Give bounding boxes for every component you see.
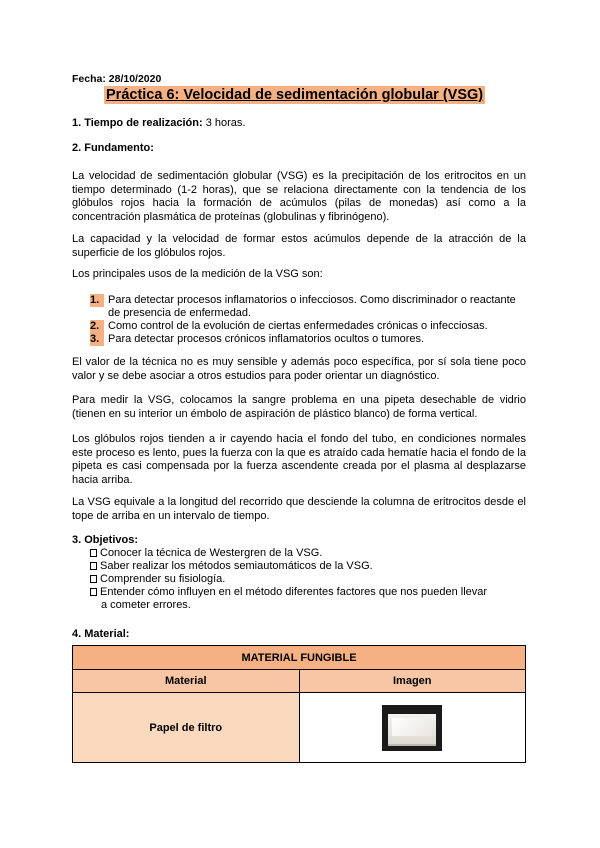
section-time-value: 3 horas. — [205, 117, 246, 129]
objective-item-1 — [90, 547, 322, 561]
uses-list-item-2 — [90, 320, 530, 333]
objective-item-2 — [90, 560, 373, 574]
material-table — [72, 645, 526, 763]
list-number: 1. — [90, 294, 104, 307]
section-objetivos-heading: 3. Objetivos: — [72, 534, 139, 546]
objective-text: Comprender su fisiología. — [100, 573, 226, 585]
uses-list-item-3 — [90, 333, 530, 346]
checkbox-icon — [90, 588, 97, 596]
table-cell-material: Papel de filtro — [73, 693, 300, 763]
table-title: MATERIAL FUNGIBLE — [73, 646, 526, 670]
fundamento-paragraph-2: La capacidad y la velocidad de formar estos acúmulos depende de la atracción de la superficie de los glóbulos rojos. — [72, 233, 526, 259]
table-cell-image — [299, 693, 526, 763]
section-time-heading: 1. Tiempo de realización: — [72, 117, 203, 129]
filter-paper-sheet — [388, 714, 436, 744]
list-text: Para detectar procesos inflamatorios o infecciosos. Como discriminador o reactante — [108, 294, 516, 306]
checkbox-icon — [90, 562, 97, 570]
fundamento-paragraph-1: La velocidad de sedimentación globular (VSG) es la precipitación de los eritrocitos en un tiempo determinado (1-2 horas), que se relaciona directamente con la tendencia de los glóbulos rojos hacia la formación de acúmulos (pilas de monedas) así como a la concentración plasmática de proteínas (globulinas y fibrinógeno). — [72, 170, 526, 223]
list-number: 2. — [90, 320, 104, 333]
column-header-imagen: Imagen — [299, 670, 526, 693]
objective-item-4 — [90, 586, 487, 600]
fundamento-paragraph-4: El valor de la técnica no es muy sensible y además poco específica, por sí sola tiene poco valor y se debe asociar a otros estudios para poder orientar un diagnóstico. — [72, 356, 526, 382]
document-title: Práctica 6: Velocidad de sedimentación globular (VSG) — [106, 87, 484, 103]
filter-paper-image — [382, 705, 442, 751]
column-header-material: Material — [73, 670, 300, 693]
checkbox-icon — [90, 575, 97, 583]
objective-text: Entender cómo influyen en el método diferentes factores que nos pueden llevar — [100, 586, 488, 598]
fundamento-paragraph-7: La VSG equivale a la longitud del recorrido que desciende la columna de eritrocitos desde el tope de arriba en un intervalo de tiempo. — [72, 496, 526, 522]
uses-list-item-1 — [90, 294, 530, 321]
fundamento-paragraph-3: Los principales usos de la medición de la VSG son: — [72, 268, 323, 280]
objective-item-4-continued: a cometer errores. — [101, 599, 191, 611]
document-date: Fecha: 28/10/2020 — [72, 73, 162, 85]
checkbox-icon — [90, 549, 97, 557]
fundamento-paragraph-5: Para medir la VSG, colocamos la sangre problema en una pipeta desechable de vidrio (tienen en su interior un émbolo de aspiración de plástico blanco) de forma vertical. — [72, 394, 526, 420]
list-text-continued: de presencia de enfermedad. — [108, 307, 252, 320]
section-fundamento-heading: 2. Fundamento: — [72, 142, 154, 154]
section-time — [72, 117, 245, 129]
list-text: Para detectar procesos crónicos inflamatorios ocultos o tumores. — [108, 333, 425, 345]
list-text: Como control de la evolución de ciertas enfermedades crónicas o infecciosas. — [108, 320, 488, 332]
objective-text: Saber realizar los métodos semiautomáticos de la VSG. — [100, 560, 373, 572]
objective-text: Conocer la técnica de Westergren de la VSG. — [100, 547, 323, 559]
section-material-heading: 4. Material: — [72, 628, 130, 640]
list-number: 3. — [90, 333, 104, 346]
fundamento-paragraph-6: Los glóbulos rojos tienden a ir cayendo hacia el fondo del tubo, en condiciones normales este proceso es lento, pues la fuerza con la que es atraído cada hematíe hacia el fondo de la pipeta es casi compensada por la fuerza ascendente creada por el plasma al desplazarse hacia arriba. — [72, 433, 526, 486]
objective-item-3 — [90, 573, 225, 587]
